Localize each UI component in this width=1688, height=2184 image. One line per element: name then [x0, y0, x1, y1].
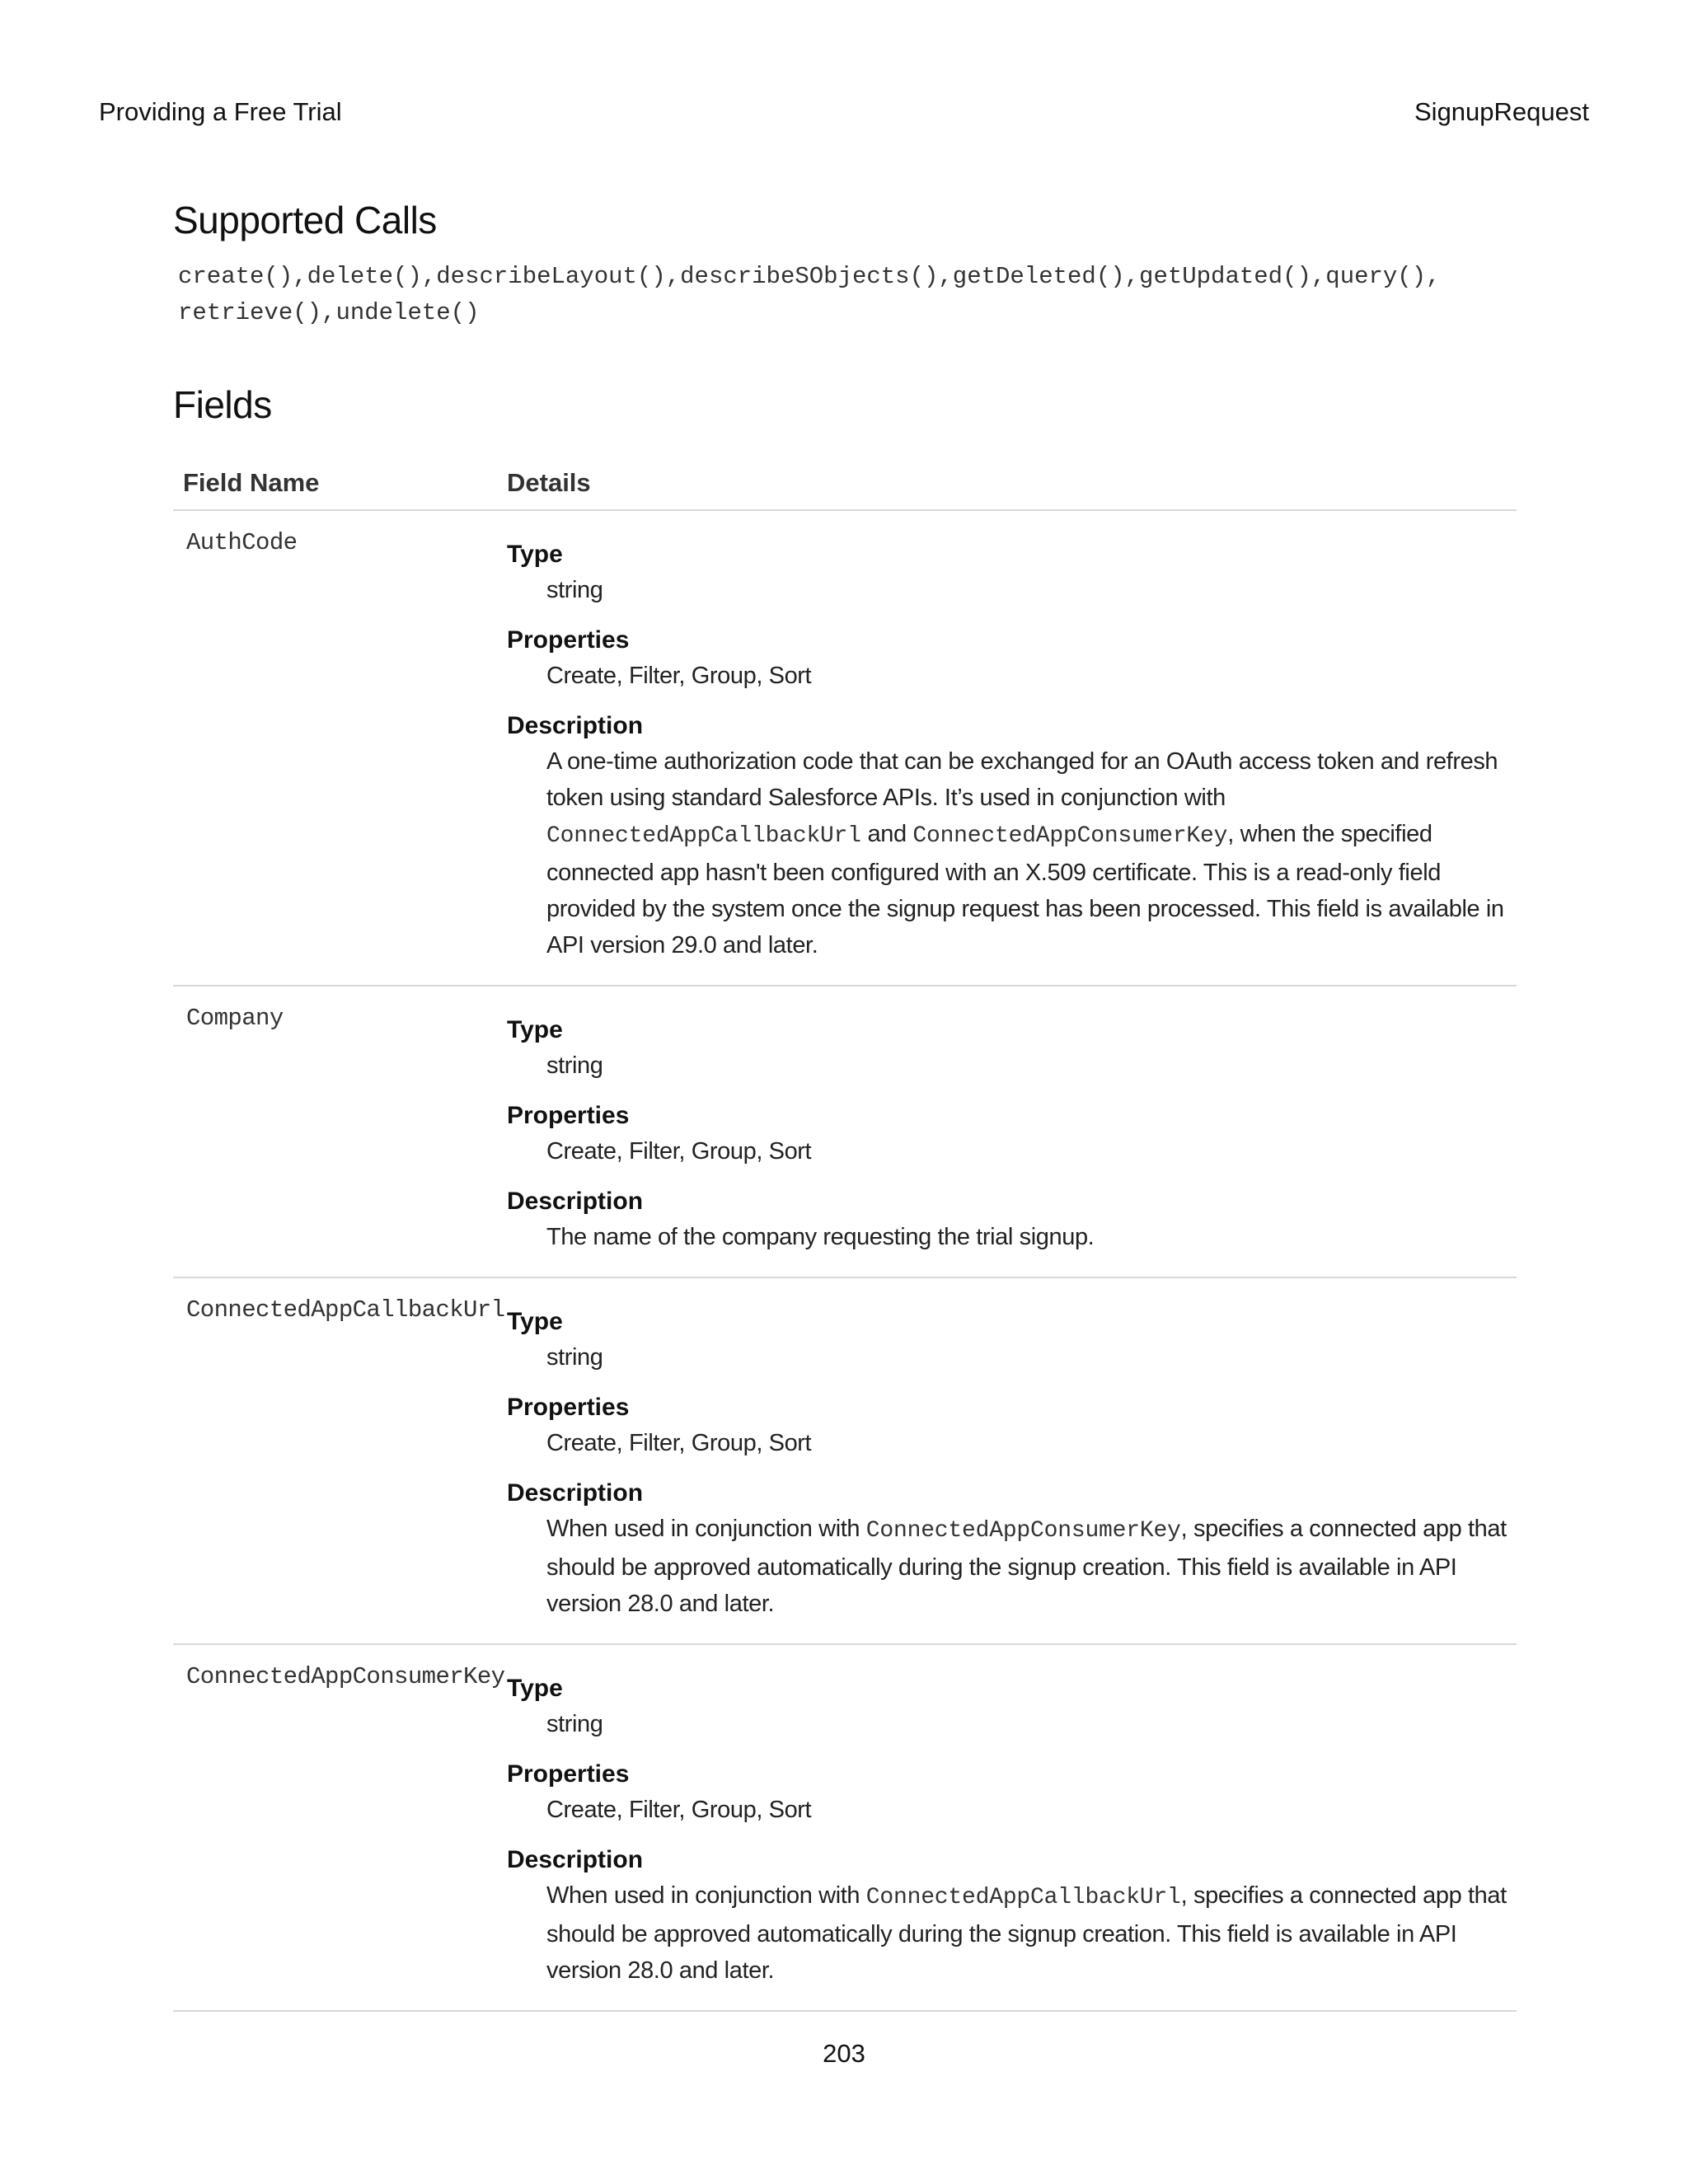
field-type-value: string [546, 1711, 603, 1737]
page-content [173, 198, 1517, 2012]
supported-call: create(), [178, 263, 307, 290]
field-details [507, 1644, 1517, 2011]
page-number: 203 [823, 2039, 865, 2068]
supported-call: retrieve(), [178, 299, 336, 326]
detail-label: Properties [507, 1102, 630, 1129]
inline-code: ConnectedAppConsumerKey [865, 1518, 1181, 1544]
detail-label: Description [507, 1479, 644, 1507]
table-row [173, 1277, 1517, 1644]
inline-code: ConnectedAppConsumerKey [912, 823, 1228, 849]
field-details [507, 510, 1517, 986]
header-chapter-title: Providing a Free Trial [99, 97, 342, 126]
field-properties-value: Create, Filter, Group, Sort [546, 663, 812, 689]
field-description: The name of the company requesting the trial signup. [546, 1224, 1095, 1250]
supported-call: query(), [1325, 263, 1441, 290]
supported-call: getUpdated(), [1139, 263, 1326, 290]
field-properties-value: Create, Filter, Group, Sort [546, 1138, 812, 1165]
table-row [173, 510, 1517, 986]
field-properties-value: Create, Filter, Group, Sort [546, 1797, 812, 1823]
running-header [99, 97, 1589, 127]
supported-call: delete(), [307, 263, 437, 290]
supported-call: getDeleted(), [952, 263, 1140, 290]
fields-table-body [173, 510, 1517, 2011]
fields-table-header-row [173, 468, 1517, 510]
detail-label: Description [507, 712, 644, 739]
column-header-field-name: Field Name [173, 468, 507, 510]
table-row [173, 986, 1517, 1277]
field-name: ConnectedAppCallbackUrl [173, 1277, 507, 1644]
field-name: AuthCode [173, 510, 507, 986]
inline-code: ConnectedAppCallbackUrl [865, 1885, 1181, 1910]
detail-label: Description [507, 1188, 644, 1215]
field-type-value: string [546, 1052, 603, 1079]
detail-label: Type [507, 1016, 563, 1043]
detail-label: Type [507, 1308, 563, 1335]
supported-call: describeSObjects(), [680, 263, 953, 290]
supported-calls-list [178, 259, 1522, 331]
field-properties-value: Create, Filter, Group, Sort [546, 1430, 812, 1456]
field-name: Company [173, 986, 507, 1277]
field-details [507, 986, 1517, 1277]
field-type-value: string [546, 577, 603, 603]
detail-label: Description [507, 1846, 644, 1873]
inline-code: ConnectedAppCallbackUrl [546, 823, 861, 849]
table-row [173, 1644, 1517, 2011]
detail-label: Type [507, 541, 563, 568]
field-type-value: string [546, 1344, 603, 1371]
fields-table [173, 468, 1517, 2012]
supported-call: undelete() [335, 299, 480, 326]
detail-label: Properties [507, 626, 630, 654]
detail-label: Type [507, 1675, 563, 1702]
supported-call: describeLayout(), [436, 263, 681, 290]
detail-label: Properties [507, 1760, 630, 1788]
field-description: When used in conjunction with ConnectedAppConsumerKey, specifies a connected app that should be approved automatically during the signup creation. This field is available in API version 28.0 and later. [546, 1516, 1507, 1617]
detail-label: Properties [507, 1394, 630, 1421]
field-description: A one-time authorization code that can be exchanged for an OAuth access token and refresh token using standard Salesforce APIs. It’s used in conjunction with ConnectedAppCallbackUrl and ConnectedAppConsumerKey, when the specified connected app hasn't been configured with an X.509 certificate. This is a read-only field provided by the system once the signup request has been processed. This field is available in API version 29.0 and later. [546, 748, 1504, 958]
supported-calls-heading: Supported Calls [173, 199, 437, 241]
field-name: ConnectedAppConsumerKey [173, 1644, 507, 2011]
column-header-details: Details [507, 468, 1517, 510]
fields-heading: Fields [173, 383, 272, 426]
field-description: When used in conjunction with ConnectedAppCallbackUrl, specifies a connected app that should be approved automatically during the signup creation. This field is available in API version 28.0 and later. [546, 1882, 1507, 1984]
header-object-name: SignupRequest [1414, 97, 1589, 126]
field-details [507, 1277, 1517, 1644]
